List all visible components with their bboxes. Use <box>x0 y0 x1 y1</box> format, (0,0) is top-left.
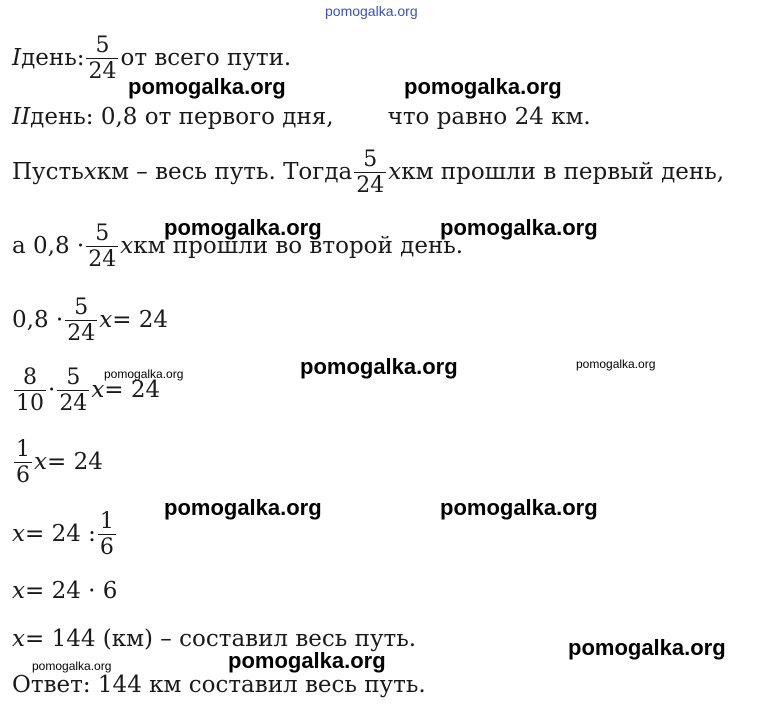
watermark-small: pomogalka.org <box>32 659 112 673</box>
eq2-fraction-2 <box>57 366 89 415</box>
watermark: pomogalka.org <box>128 74 286 99</box>
day2-label: II <box>12 104 31 130</box>
equation-5 <box>12 580 117 603</box>
let-text2: км – весь путь. Тогда <box>96 159 353 186</box>
watermark: pomogalka.org <box>440 215 598 240</box>
eq2-dot: · <box>48 377 56 404</box>
let-var-x2: x <box>388 159 402 186</box>
eq1-var-x: x <box>99 307 113 334</box>
let-text3: км прошли в первый день, <box>401 159 725 186</box>
watermark: pomogalka.org <box>568 635 726 660</box>
fraction-numerator: 5 <box>363 147 378 172</box>
watermark: pomogalka.org <box>404 74 562 99</box>
second-var-x: x <box>120 233 134 260</box>
fraction-numerator: 5 <box>95 221 110 246</box>
fraction-denominator: 24 <box>88 59 117 85</box>
answer-line <box>12 674 426 697</box>
eq2-fraction-1 <box>14 366 46 415</box>
eq3-text2: = 24 <box>46 449 103 476</box>
line-let <box>12 148 724 197</box>
fraction-numerator: 5 <box>95 33 110 58</box>
eq1-text1: 0,8 · <box>12 307 64 334</box>
fraction-numerator: 5 <box>66 365 81 390</box>
fraction-numerator: 8 <box>23 365 37 390</box>
let-var-x: x <box>83 159 97 186</box>
day1-word: день: <box>21 45 85 72</box>
day2-text1: день: 0,8 от первого дня, <box>30 104 334 130</box>
eq4-text1: = 24 : <box>24 521 96 548</box>
fraction-denominator: 6 <box>16 463 30 489</box>
eq6-text1: = 144 (км) – составил весь путь. <box>24 626 417 652</box>
equation-1 <box>12 296 168 345</box>
watermark: pomogalka.org <box>440 495 598 520</box>
eq5-text1: = 24 · 6 <box>24 578 118 604</box>
let-fraction <box>354 148 386 197</box>
day1-label: I <box>12 45 22 72</box>
watermark: pomogalka.org <box>164 495 322 520</box>
fraction-numerator: 5 <box>74 295 89 320</box>
eq1-text2: = 24 <box>112 307 169 334</box>
fraction-denominator: 24 <box>88 247 117 273</box>
watermark-top: pomogalka.org <box>325 3 418 19</box>
eq2-var-x: x <box>91 377 105 404</box>
equation-3 <box>12 438 103 487</box>
fraction-denominator: 10 <box>16 391 44 417</box>
watermark: pomogalka.org <box>300 354 458 379</box>
watermark-small: pomogalka.org <box>104 367 184 381</box>
day1-fraction <box>86 34 118 83</box>
fraction-denominator: 24 <box>67 321 96 347</box>
eq5-var-x: x <box>12 578 25 604</box>
second-text2: км прошли во второй день. <box>133 233 464 260</box>
watermark: pomogalka.org <box>164 215 322 240</box>
eq3-fraction <box>14 438 32 487</box>
day1-rest: от всего пути. <box>120 45 292 72</box>
second-text1: а 0,8 · <box>12 233 85 260</box>
answer-text: Ответ: 144 км составил весь путь. <box>12 672 426 698</box>
fraction-denominator: 24 <box>59 391 88 417</box>
eq3-var-x: x <box>34 449 47 476</box>
eq4-var-x: x <box>12 521 25 548</box>
eq2-text2: = 24 <box>104 377 161 404</box>
equation-4 <box>12 510 118 559</box>
day2-text2: что равно 24 км. <box>387 104 591 130</box>
second-fraction <box>86 222 118 271</box>
let-text1: Пусть <box>12 159 84 186</box>
fraction-numerator: 1 <box>99 509 114 534</box>
watermark: pomogalka.org <box>228 648 386 673</box>
line-day2 <box>12 106 591 129</box>
fraction-numerator: 1 <box>16 437 30 462</box>
fraction-denominator: 6 <box>99 535 114 561</box>
eq4-fraction <box>98 510 116 559</box>
eq1-fraction <box>65 296 97 345</box>
eq6-var-x: x <box>12 626 25 652</box>
fraction-denominator: 24 <box>356 173 385 199</box>
watermark-small: pomogalka.org <box>576 357 656 371</box>
